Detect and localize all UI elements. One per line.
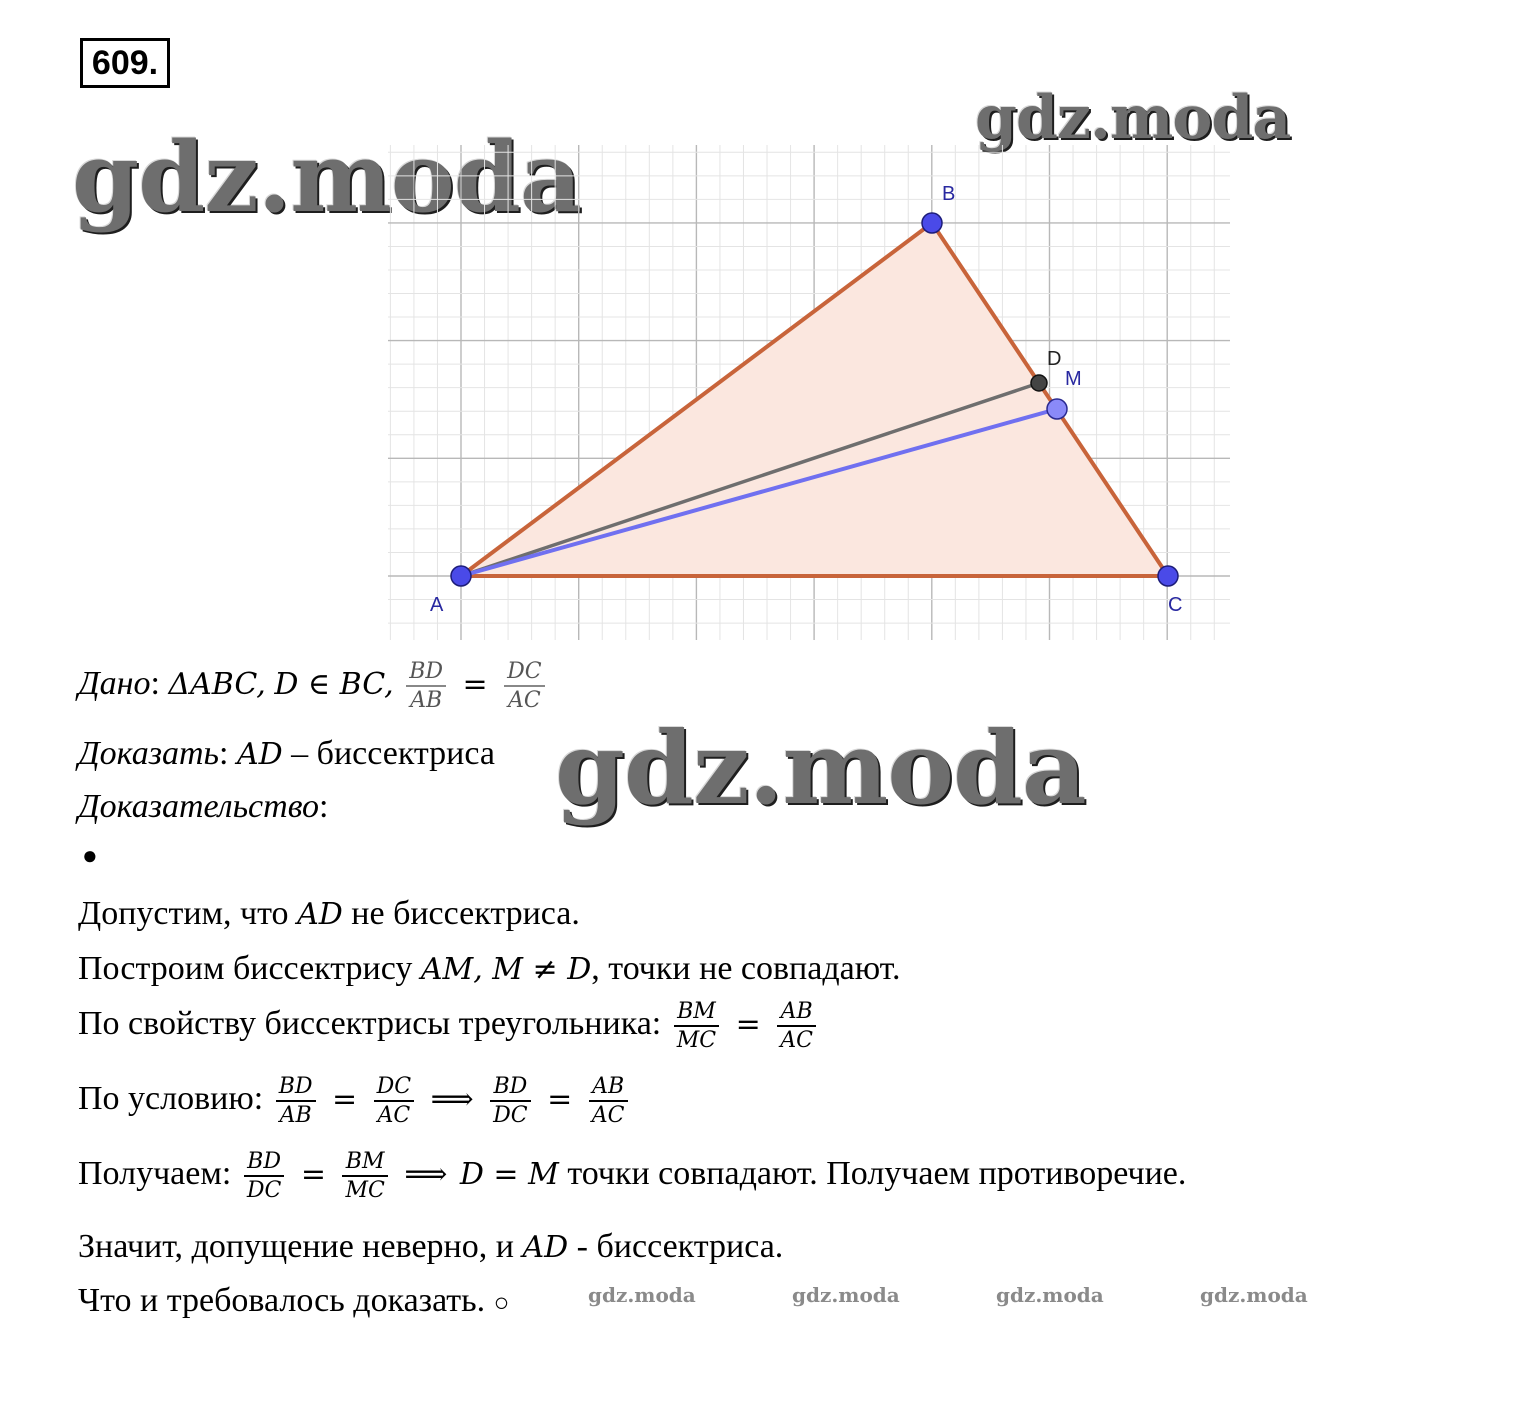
proof-line-2: Построим биссектрису AM, M ≠ D, точки не совпадают. [78, 950, 901, 987]
label-b: B [942, 183, 956, 205]
given-line [78, 660, 549, 712]
watermark-middle: gdz.moda [555, 709, 1086, 827]
proof-bullet: ● [82, 841, 98, 870]
proof-heading [78, 788, 328, 825]
label-d: D [1047, 348, 1062, 370]
label-m: M [1065, 368, 1082, 390]
proof-line-7: Что и требовалось доказать. ○ [78, 1282, 510, 1319]
point-m[interactable] [1047, 399, 1067, 419]
point-a[interactable] [451, 566, 471, 586]
given-label: Дано [78, 664, 151, 702]
task-number: 609. [80, 38, 170, 88]
given-comma-2: , [384, 666, 394, 702]
given-fraction-bd-ab: $\frac{BD}{AB}$ [406, 660, 446, 712]
end-of-proof-mark: ○ [493, 1288, 510, 1317]
triangle-figure [380, 145, 1240, 645]
proof-line-5: Получаем: $\frac{BD}{DC}$ = $\frac{BM}{MC}$ ⟹ D = M точки совпадают. Получаем противоречие. [78, 1149, 1187, 1204]
point-d[interactable] [1031, 375, 1047, 391]
watermark-top-right: gdz.moda [975, 83, 1291, 153]
proof-label: Доказательство [78, 788, 320, 825]
prove-text: – биссектриса [291, 735, 495, 772]
proof-line-4: По условию: $\frac{BD}{AB}$ = $\frac{DC}{AC}$ ⟹ $\frac{BD}{DC}$ = $\frac{AB}{AC}$ [78, 1075, 632, 1127]
prove-colon: : [218, 735, 229, 772]
proof-line-6: Значит, допущение неверно, и AD - биссектриса. [78, 1228, 784, 1265]
prove-line [78, 735, 495, 772]
label-c: C [1168, 594, 1183, 616]
given-comma-1: , [256, 666, 266, 702]
fraction-ab-ac: $\frac{AB}{AC}$ [777, 1000, 816, 1052]
given-fraction-dc-ac: $\frac{DC}{AC}$ [504, 660, 544, 712]
given-equals: = [462, 666, 488, 702]
given-triangle: ΔABC [168, 666, 257, 702]
watermark-small-2: gdz.moda [792, 1283, 900, 1307]
label-a: A [430, 594, 444, 616]
prove-label: Доказать [78, 735, 219, 772]
watermark-top-left: gdz.moda [72, 121, 582, 234]
watermark-small-4: gdz.moda [1200, 1283, 1308, 1307]
proof-colon: : [319, 788, 329, 825]
fraction-bm-mc: $\frac{BM}{MC}$ [674, 1000, 719, 1052]
proof-line-3: По свойству биссектрисы треугольника: $\frac{BM}{MC}$ = $\frac{AB}{AC}$ [78, 1000, 820, 1052]
given-d-in-bc: D ∈ BC [274, 666, 385, 702]
watermark-small-3: gdz.moda [996, 1283, 1104, 1307]
point-b[interactable] [922, 213, 942, 233]
given-colon: : [150, 664, 160, 702]
watermark-small-1: gdz.moda [588, 1283, 696, 1307]
point-c[interactable] [1158, 566, 1178, 586]
proof-line-1: Допустим, что AD не биссектриса. [78, 895, 580, 932]
prove-ad: AD [236, 737, 283, 772]
